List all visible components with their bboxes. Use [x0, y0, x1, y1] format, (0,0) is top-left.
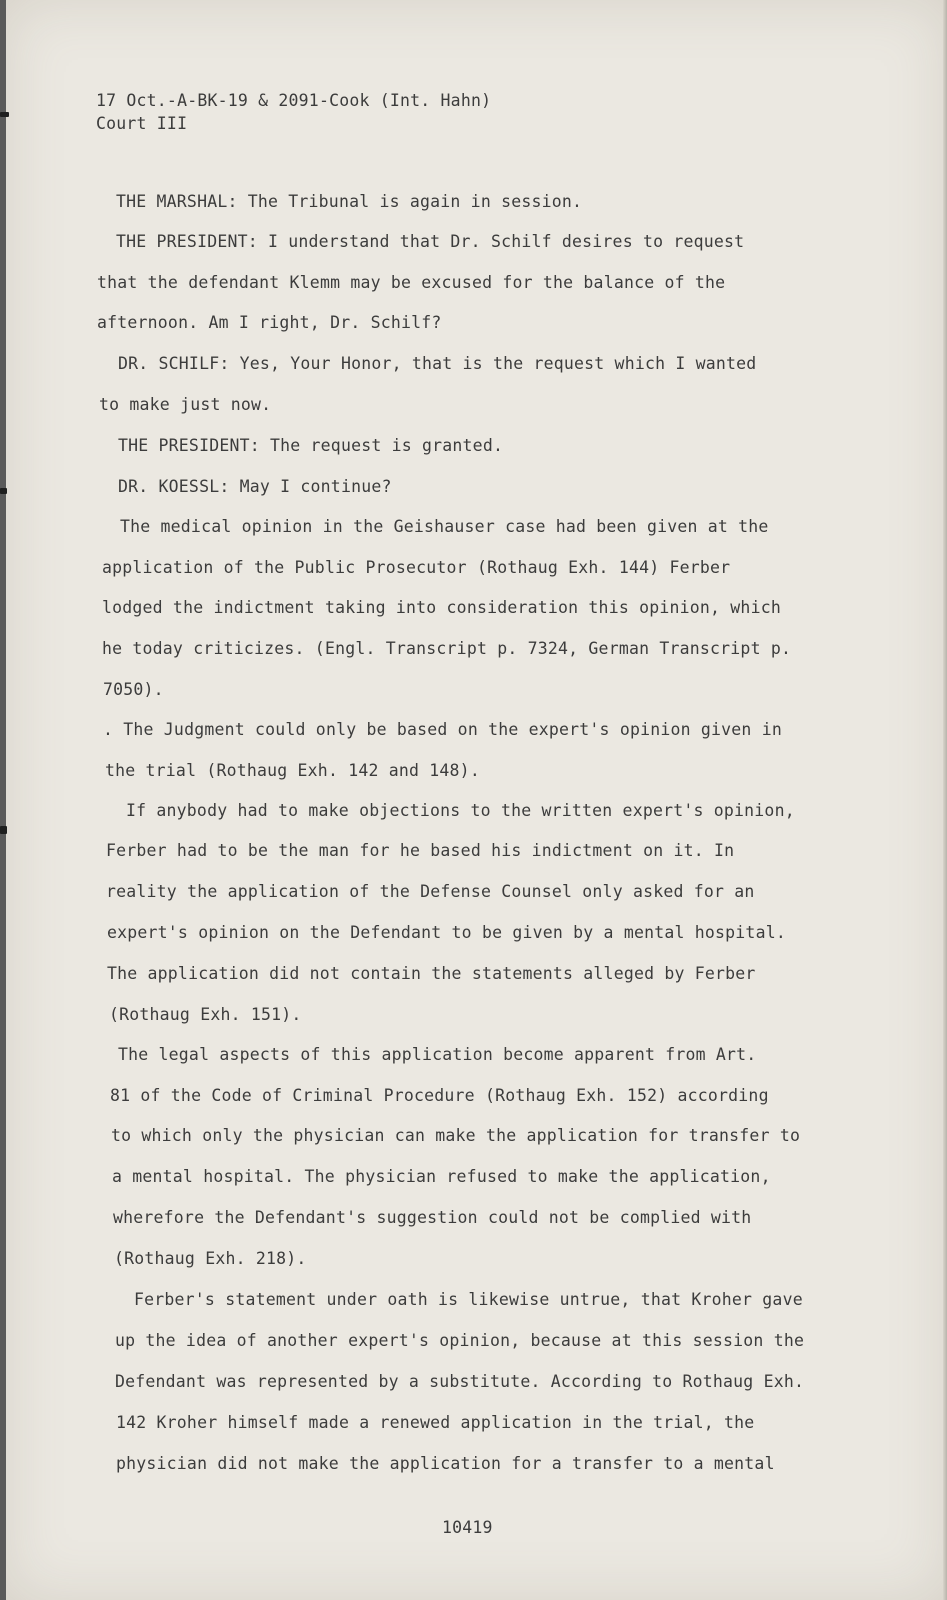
- body-line: DR. KOESSL: May I continue?: [118, 477, 392, 496]
- body-line: a mental hospital. The physician refused to make the application,: [112, 1167, 771, 1186]
- body-line: THE MARSHAL: The Tribunal is again in session.: [116, 192, 583, 211]
- body-line: The application did not contain the statements alleged by Ferber: [107, 964, 756, 983]
- body-line: wherefore the Defendant's suggestion could not be complied with: [113, 1208, 752, 1227]
- punch-mark: [0, 488, 7, 494]
- body-line: (Rothaug Exh. 218).: [114, 1249, 307, 1268]
- page-edge: [943, 0, 947, 1600]
- body-line: to which only the physician can make the application for transfer to: [111, 1126, 801, 1145]
- body-line: 7050).: [103, 680, 164, 699]
- body-line: physician did not make the application for a transfer to a mental: [116, 1454, 775, 1473]
- body-line: Defendant was represented by a substitute. According to Rothaug Exh.: [115, 1372, 805, 1391]
- document-page: [6, 0, 947, 1600]
- header-court-line: Court III: [96, 114, 188, 133]
- punch-mark: [0, 826, 7, 834]
- body-line: to make just now.: [99, 395, 272, 414]
- page-number: 10419: [442, 1518, 493, 1537]
- body-line: Ferber's statement under oath is likewise untrue, that Kroher gave: [134, 1290, 803, 1309]
- body-line: DR. SCHILF: Yes, Your Honor, that is the request which I wanted: [118, 354, 757, 373]
- body-line: the trial (Rothaug Exh. 142 and 148).: [105, 761, 480, 780]
- body-line: THE PRESIDENT: I understand that Dr. Schilf desires to request: [116, 232, 745, 251]
- body-line: 142 Kroher himself made a renewed application in the trial, the: [116, 1413, 755, 1432]
- body-line: . The Judgment could only be based on the expert's opinion given in: [103, 720, 782, 739]
- body-line: expert's opinion on the Defendant to be given by a mental hospital.: [107, 923, 786, 942]
- header-case-line: 17 Oct.-A-BK-19 & 2091-Cook (Int. Hahn): [96, 91, 492, 110]
- body-line: Ferber had to be the man for he based his indictment on it. In: [106, 841, 735, 860]
- body-line: he today criticizes. (Engl. Transcript p. 7324, German Transcript p.: [102, 639, 792, 658]
- body-line: The legal aspects of this application become apparent from Art.: [118, 1045, 757, 1064]
- body-line: 81 of the Code of Criminal Procedure (Rothaug Exh. 152) according: [110, 1086, 769, 1105]
- body-line: lodged the indictment taking into consideration this opinion, which: [102, 598, 781, 617]
- body-line: up the idea of another expert's opinion, because at this session the: [115, 1331, 805, 1350]
- body-line: afternoon. Am I right, Dr. Schilf?: [97, 313, 442, 332]
- body-line: that the defendant Klemm may be excused for the balance of the: [97, 273, 726, 292]
- body-line: (Rothaug Exh. 151).: [109, 1005, 302, 1024]
- body-line: reality the application of the Defense Counsel only asked for an: [106, 882, 755, 901]
- punch-mark: [0, 112, 9, 117]
- body-line: If anybody had to make objections to the written expert's opinion,: [126, 801, 795, 820]
- body-line: THE PRESIDENT: The request is granted.: [118, 436, 504, 455]
- body-line: application of the Public Prosecutor (Rothaug Exh. 144) Ferber: [102, 558, 731, 577]
- body-line: The medical opinion in the Geishauser case had been given at the: [120, 517, 769, 536]
